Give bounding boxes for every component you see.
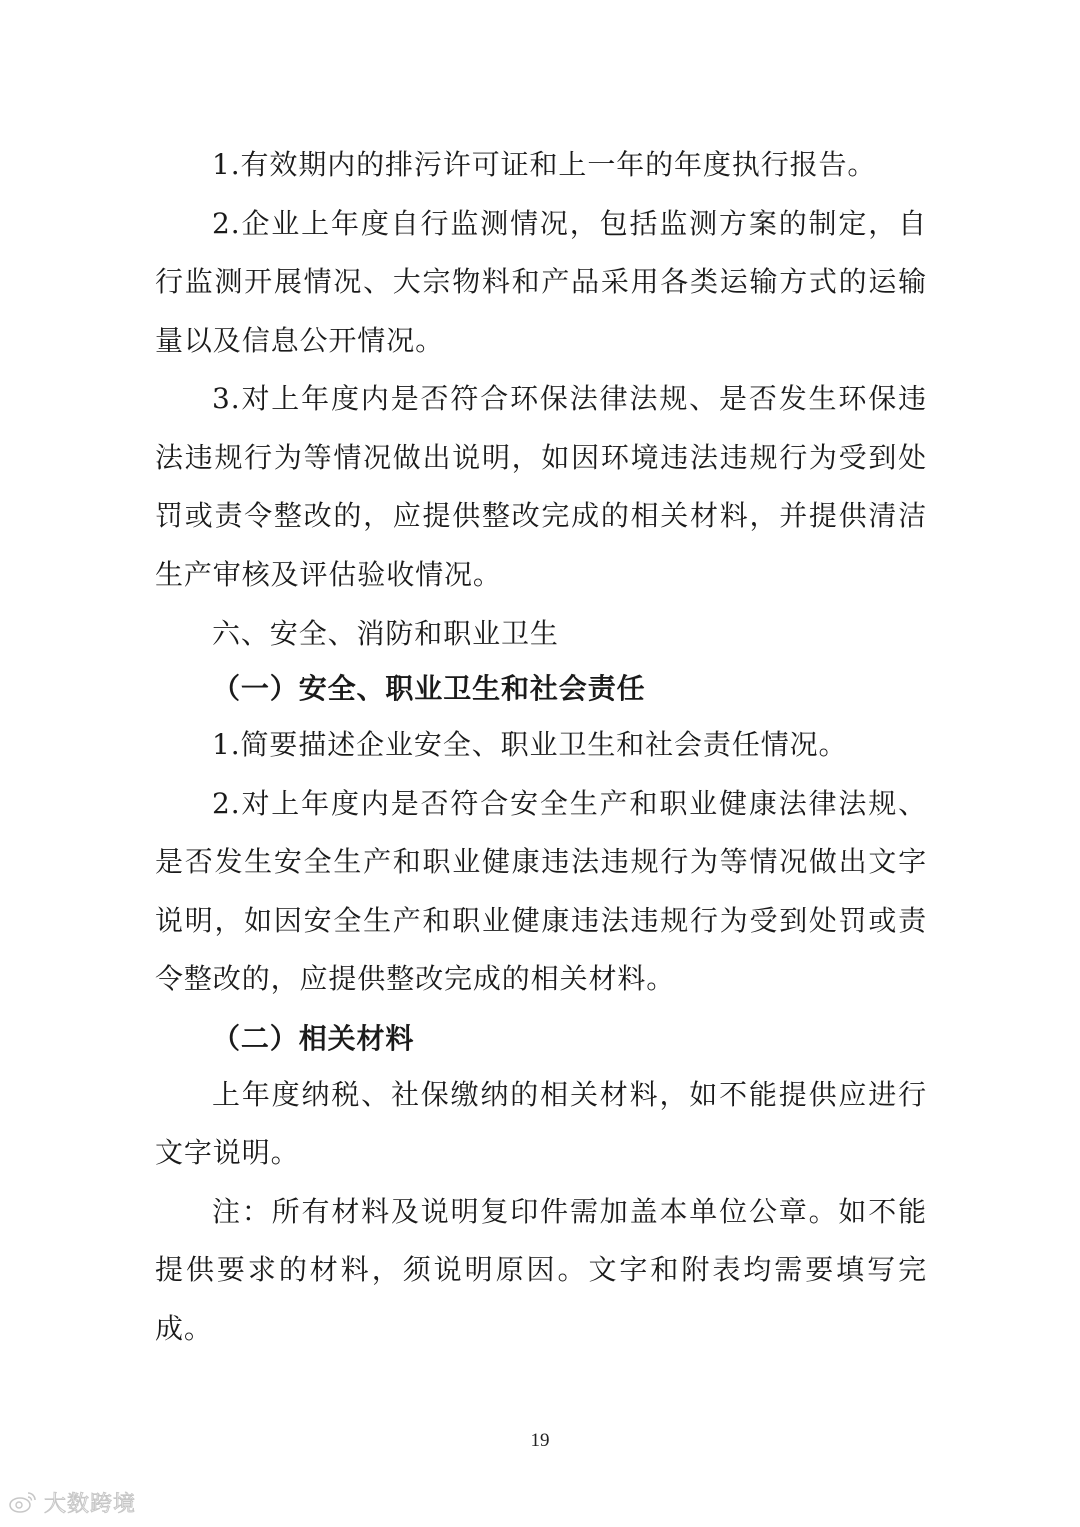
paragraph-7: 注：所有材料及说明复印件需加盖本单位公章。如不能提供要求的材料，须说明原因。文字和附表均需要填写完成。	[155, 1194, 927, 1345]
paragraph-6: 上年度纳税、社保缴纳的相关材料，如不能提供应进行文字说明。	[155, 1077, 927, 1169]
weibo-logo-icon	[8, 1489, 38, 1515]
subsection-heading-2: （二）相关材料	[212, 1021, 415, 1055]
page-number: 19	[530, 1430, 550, 1451]
document-body	[155, 136, 927, 1358]
section-heading-6: 六、安全、消防和职业卫生	[212, 617, 559, 650]
subsection-heading-1: （一）安全、职业卫生和社会责任	[212, 672, 646, 705]
paragraph-5: 2.对上年度内是否符合安全生产和职业健康法律法规、是否发生安全生产和职业健康违法违规行为等情况做出文字说明，如因安全生产和职业健康违法违规行为受到处罚或责令整改的，应提供整改完成的相关材料。	[155, 786, 927, 995]
paragraph-4: 1.简要描述企业安全、职业卫生和社会责任情况。	[212, 728, 848, 761]
paragraph-1: 1.有效期内的排污许可证和上一年的年度执行报告。	[212, 148, 877, 181]
paragraph-2: 2.企业上年度自行监测情况，包括监测方案的制定，自行监测开展情况、大宗物料和产品采用各类运输方式的运输量以及信息公开情况。	[155, 206, 927, 357]
watermark	[8, 1486, 136, 1518]
paragraph-3: 3.对上年度内是否符合环保法律法规、是否发生环保违法违规行为等情况做出说明，如因环境违法违规行为受到处罚或责令整改的，应提供整改完成的相关材料，并提供清洁生产审核及评估验收情况。	[155, 382, 927, 591]
watermark-text: 大数跨境	[44, 1491, 137, 1517]
